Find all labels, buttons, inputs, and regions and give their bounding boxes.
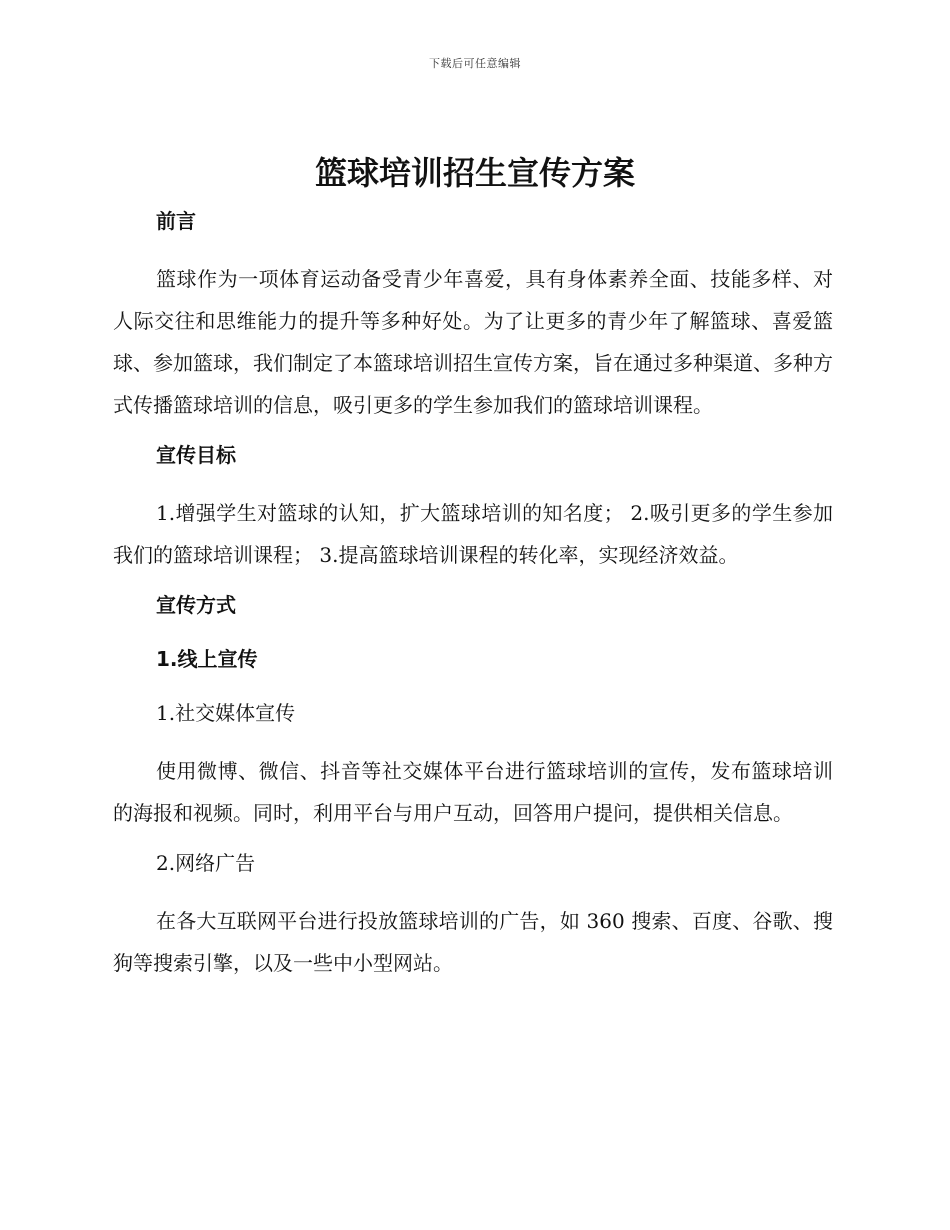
goal-heading: 宣传目标 [156, 443, 236, 467]
online-ads-paragraph: 在各大互联网平台进行投放篮球培训的广告，如 360 搜索、百度、谷歌、搜狗等搜索引擎，以及一些中小型网站。 [113, 909, 833, 975]
page-header-note: 下载后可任意编辑 [429, 57, 521, 70]
preface-heading: 前言 [156, 209, 196, 233]
preface-paragraph: 篮球作为一项体育运动备受青少年喜爱，具有身体素养全面、技能多样、对人际交往和思维能力的提升等多种好处。为了让更多的青少年了解篮球、喜爱篮球、参加篮球，我们制定了本篮球培训招生宣传方案，旨在通过多种渠道、多种方式传播篮球培训的信息，吸引更多的学生参加我们的篮球培训课程。 [113, 267, 833, 417]
goal-paragraph: 1.增强学生对篮球的认知，扩大篮球培训的知名度； 2.吸引更多的学生参加我们的篮球培训课程； 3.提高篮球培训课程的转化率，实现经济效益。 [113, 501, 833, 567]
document-title: 篮球培训招生宣传方案 [314, 154, 635, 192]
online-promotion-heading: 1.线上宣传 [156, 647, 258, 671]
social-media-paragraph: 使用微博、微信、抖音等社交媒体平台进行篮球培训的宣传，发布篮球培训的海报和视频。同时，利用平台与用户互动，回答用户提问，提供相关信息。 [113, 759, 833, 825]
document-body [113, 204, 833, 996]
method-heading: 宣传方式 [156, 593, 236, 617]
social-media-subheading: 1.社交媒体宣传 [156, 701, 296, 725]
online-ads-subheading: 2.网络广告 [156, 851, 256, 875]
